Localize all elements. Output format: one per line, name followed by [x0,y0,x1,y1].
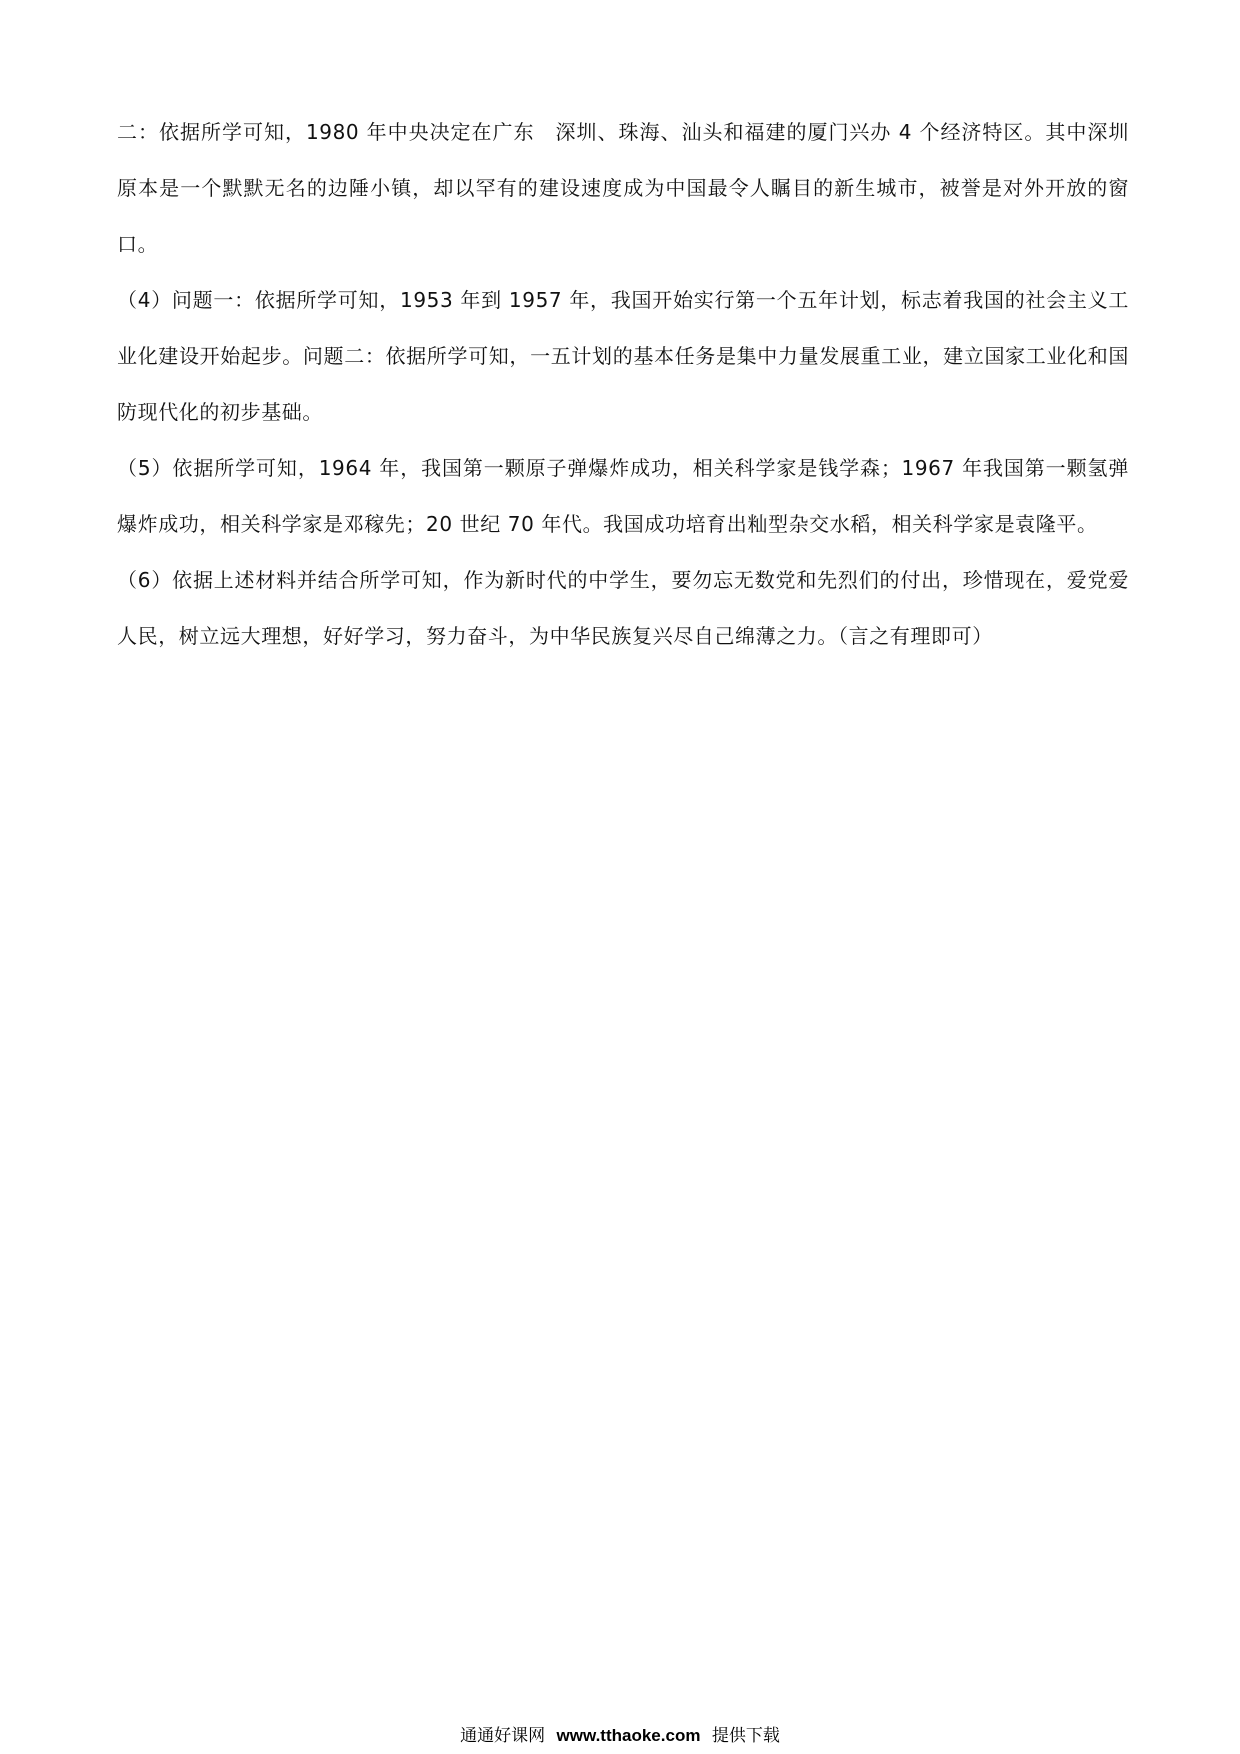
answer-content [117,104,1129,664]
paragraph-question-6: （6）依据上述材料并结合所学可知，作为新时代的中学生，要勿忘无数党和先烈们的付出，珍惜现在，爱党爱人民，树立远大理想，好好学习，努力奋斗，为中华民族复兴尽自己绵薄之力。（言之有理即可） [117,568,1129,648]
paragraph-special-economic-zones: 二：依据所学可知，1980 年中央决定在广东 深圳、珠海、汕头和福建的厦门兴办 4 个经济特区。其中深圳原本是一个默默无名的边陲小镇，却以罕有的建设速度成为中国最令人瞩目的新生城市，被誉是对外开放的窗口。 [117,120,1129,256]
paragraph-question-4: （4）问题一：依据所学可知，1953 年到 1957 年，我国开始实行第一个五年计划，标志着我国的社会主义工业化建设开始起步。问题二：依据所学可知，一五计划的基本任务是集中力量发展重工业，建立国家工业化和国防现代化的初步基础。 [117,288,1129,424]
footer-site-name: 通通好课网 [460,1726,546,1746]
page-footer [0,1725,1240,1747]
footer-note: 提供下载 [711,1726,780,1746]
paragraph-question-5: （5）依据所学可知，1964 年，我国第一颗原子弹爆炸成功，相关科学家是钱学森；1967 年我国第一颗氢弹爆炸成功，相关科学家是邓稼先；20 世纪 70 年代。我国成功培育出籼型杂交水稻，相关科学家是袁隆平。 [117,456,1129,536]
footer-url[interactable]: www.tthaoke.com [556,1726,701,1745]
